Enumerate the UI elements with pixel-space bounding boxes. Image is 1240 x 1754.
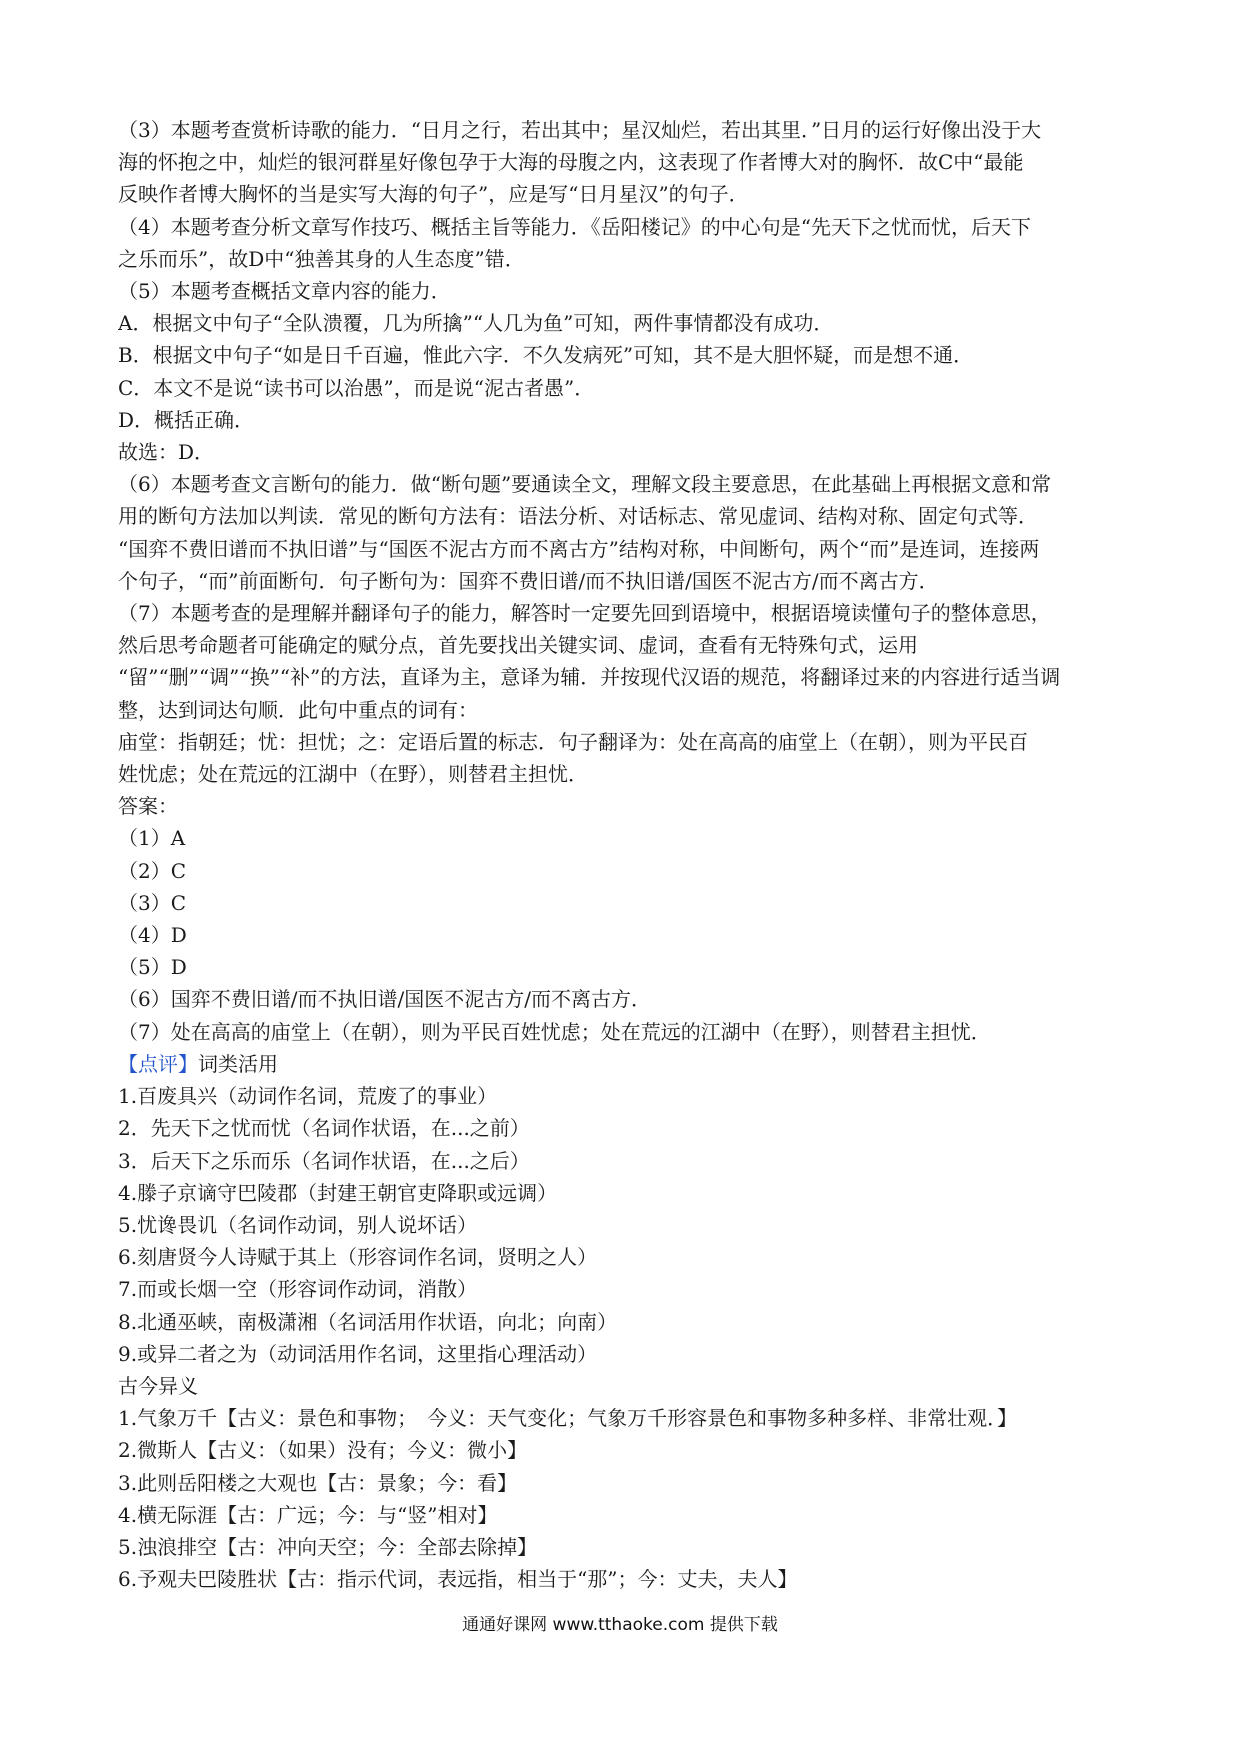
text-line: 姓忧虑；处在荒远的江湖中（在野），则替君主担忧．: [118, 762, 588, 787]
text-line: （4）D: [118, 923, 187, 948]
text-line: 整，达到词达句顺．此句中重点的词有：: [118, 697, 478, 722]
list-item: 1.百废具兴（动词作名词，荒废了的事业）: [118, 1084, 498, 1109]
document-body: [118, 114, 1130, 1595]
list-item: 2．先天下之忧而忧（名词作状语，在...之前）: [118, 1116, 530, 1141]
page-footer: 通通好课网 www.tthaoke.com 提供下载: [462, 1615, 778, 1635]
list-item: 2.微斯人【古义：（如果）没有；今义：微小】: [118, 1438, 528, 1463]
text-line: （3）C: [118, 890, 187, 915]
list-item: 4.滕子京谪守巴陵郡（封建王朝官吏降职或远调）: [118, 1180, 558, 1205]
text-line: 个句子，“而”前面断句．句子断句为：国弈不费旧谱/而不执旧谱/国医不泥古方/而不离古方．: [118, 568, 939, 593]
text-line: A．根据文中句子“全队溃覆，几为所擒”“人几为鱼”可知，两件事情都没有成功．: [118, 311, 834, 336]
text-line: （2）C: [118, 858, 187, 883]
text-line: “留”“删”“调”“换”“补”的方法，直译为主，意译为辅．并按现代汉语的规范，将翻译过来的内容进行适当调: [118, 665, 1061, 690]
text-line: 故选：D．: [118, 440, 215, 465]
list-item: 6.刻唐贤今人诗赋于其上（形容词作名词，贤明之人）: [118, 1245, 598, 1270]
text-line: （7）本题考查的是理解并翻译句子的能力，解答时一定要先回到语境中，根据语境读懂句子的整体意思，: [118, 601, 1051, 626]
list-item: 3．后天下之乐而乐（名词作状语，在...之后）: [118, 1148, 530, 1173]
comment-heading: [118, 1048, 1130, 1080]
text-line: 用的断句方法加以判读．常见的断句方法有：语法分析、对话标志、常见虚词、结构对称、固定句式等．: [118, 504, 1038, 529]
comment-title: 词类活用: [198, 1051, 278, 1076]
analysis-section: [118, 114, 1130, 1048]
text-line: D．概括正确．: [118, 407, 255, 432]
text-line: 反映作者博大胸怀的当是实写大海的句子”，应是写“日月星汉”的句子．: [118, 182, 749, 207]
list-item: 5.浊浪排空【古：冲向天空；今：全部去除掉】: [118, 1534, 538, 1559]
comment-bracket-label: 【点评】: [118, 1051, 198, 1076]
text-line: （6）国弈不费旧谱/而不执旧谱/国医不泥古方/而不离古方．: [118, 987, 651, 1012]
text-line: B．根据文中句子“如是日千百遍，惟此六字．不久发病死”可知，其不是大胆怀疑，而是想不通．: [118, 343, 974, 368]
list-item: 5.忧谗畏讥（名词作动词，别人说坏话）: [118, 1212, 478, 1237]
list-item: 4.横无际涯【古：广远；今：与“竖”相对】: [118, 1502, 498, 1527]
text-line: （3）本题考查赏析诗歌的能力．“日月之行，若出其中；星汉灿烂，若出其里．”日月的运行好像出没于大: [118, 118, 1042, 142]
list-item: 3.此则岳阳楼之大观也【古：景象；今：看】: [118, 1470, 518, 1495]
text-line: “国弈不费旧谱而不执旧谱”与“国医不泥古方而不离古方”结构对称，中间断句，两个“而”是连词，连接两: [118, 536, 1040, 561]
word-usage-list: [118, 1080, 1130, 1370]
gujin-title: 古今异义: [118, 1373, 198, 1398]
list-item: 6.予观夫巴陵胜状【古：指示代词，表远指，相当于“那”；今：丈夫，夫人】: [118, 1567, 798, 1592]
text-line: 然后思考命题者可能确定的赋分点，首先要找出关键实词、虚词，查看有无特殊句式，运用: [118, 633, 918, 658]
list-item: 8.北通巫峡，南极潇湘（名词活用作状语，向北；向南）: [118, 1309, 618, 1334]
text-line: （4）本题考查分析文章写作技巧、概括主旨等能力．《岳阳楼记》的中心句是“先天下之忧而忧，后天下: [118, 214, 1031, 239]
list-item: 9.或异二者之为（动词活用作名词，这里指心理活动）: [118, 1341, 598, 1366]
text-line: （1）A: [118, 826, 186, 851]
text-line: （7）处在高高的庙堂上（在朝），则为平民百姓忧虑；处在荒远的江湖中（在野），则替君主担忧．: [118, 1019, 991, 1044]
text-line: C．本文不是说“读书可以治愚”，而是说“泥古者愚”．: [118, 375, 595, 400]
text-line: （5）本题考查概括文章内容的能力．: [118, 279, 451, 304]
text-line: 海的怀抱之中，灿烂的银河群星好像包孕于大海的母腹之内，这表现了作者博大对的胸怀．故C中“最能: [118, 150, 1024, 175]
text-line: 庙堂：指朝廷；忧：担忧；之：定语后置的标志．句子翻译为：处在高高的庙堂上（在朝），则为平民百: [118, 729, 1028, 754]
text-line: （5）D: [118, 955, 187, 980]
list-item: 1.气象万千【古义：景色和事物； 今义：天气变化；气象万千形容景色和事物多种多样、非常壮观．】: [118, 1406, 1018, 1431]
text-line: （6）本题考查文言断句的能力．做“断句题”要通读全文，理解文段主要意思，在此基础上再根据文意和常: [118, 472, 1052, 497]
text-line: 答案：: [118, 794, 178, 819]
ancient-modern-meaning-list: [118, 1402, 1130, 1595]
text-line: 之乐而乐”，故D中“独善其身的人生态度”错．: [118, 246, 525, 271]
list-item: 7.而或长烟一空（形容词作动词，消散）: [118, 1277, 478, 1302]
